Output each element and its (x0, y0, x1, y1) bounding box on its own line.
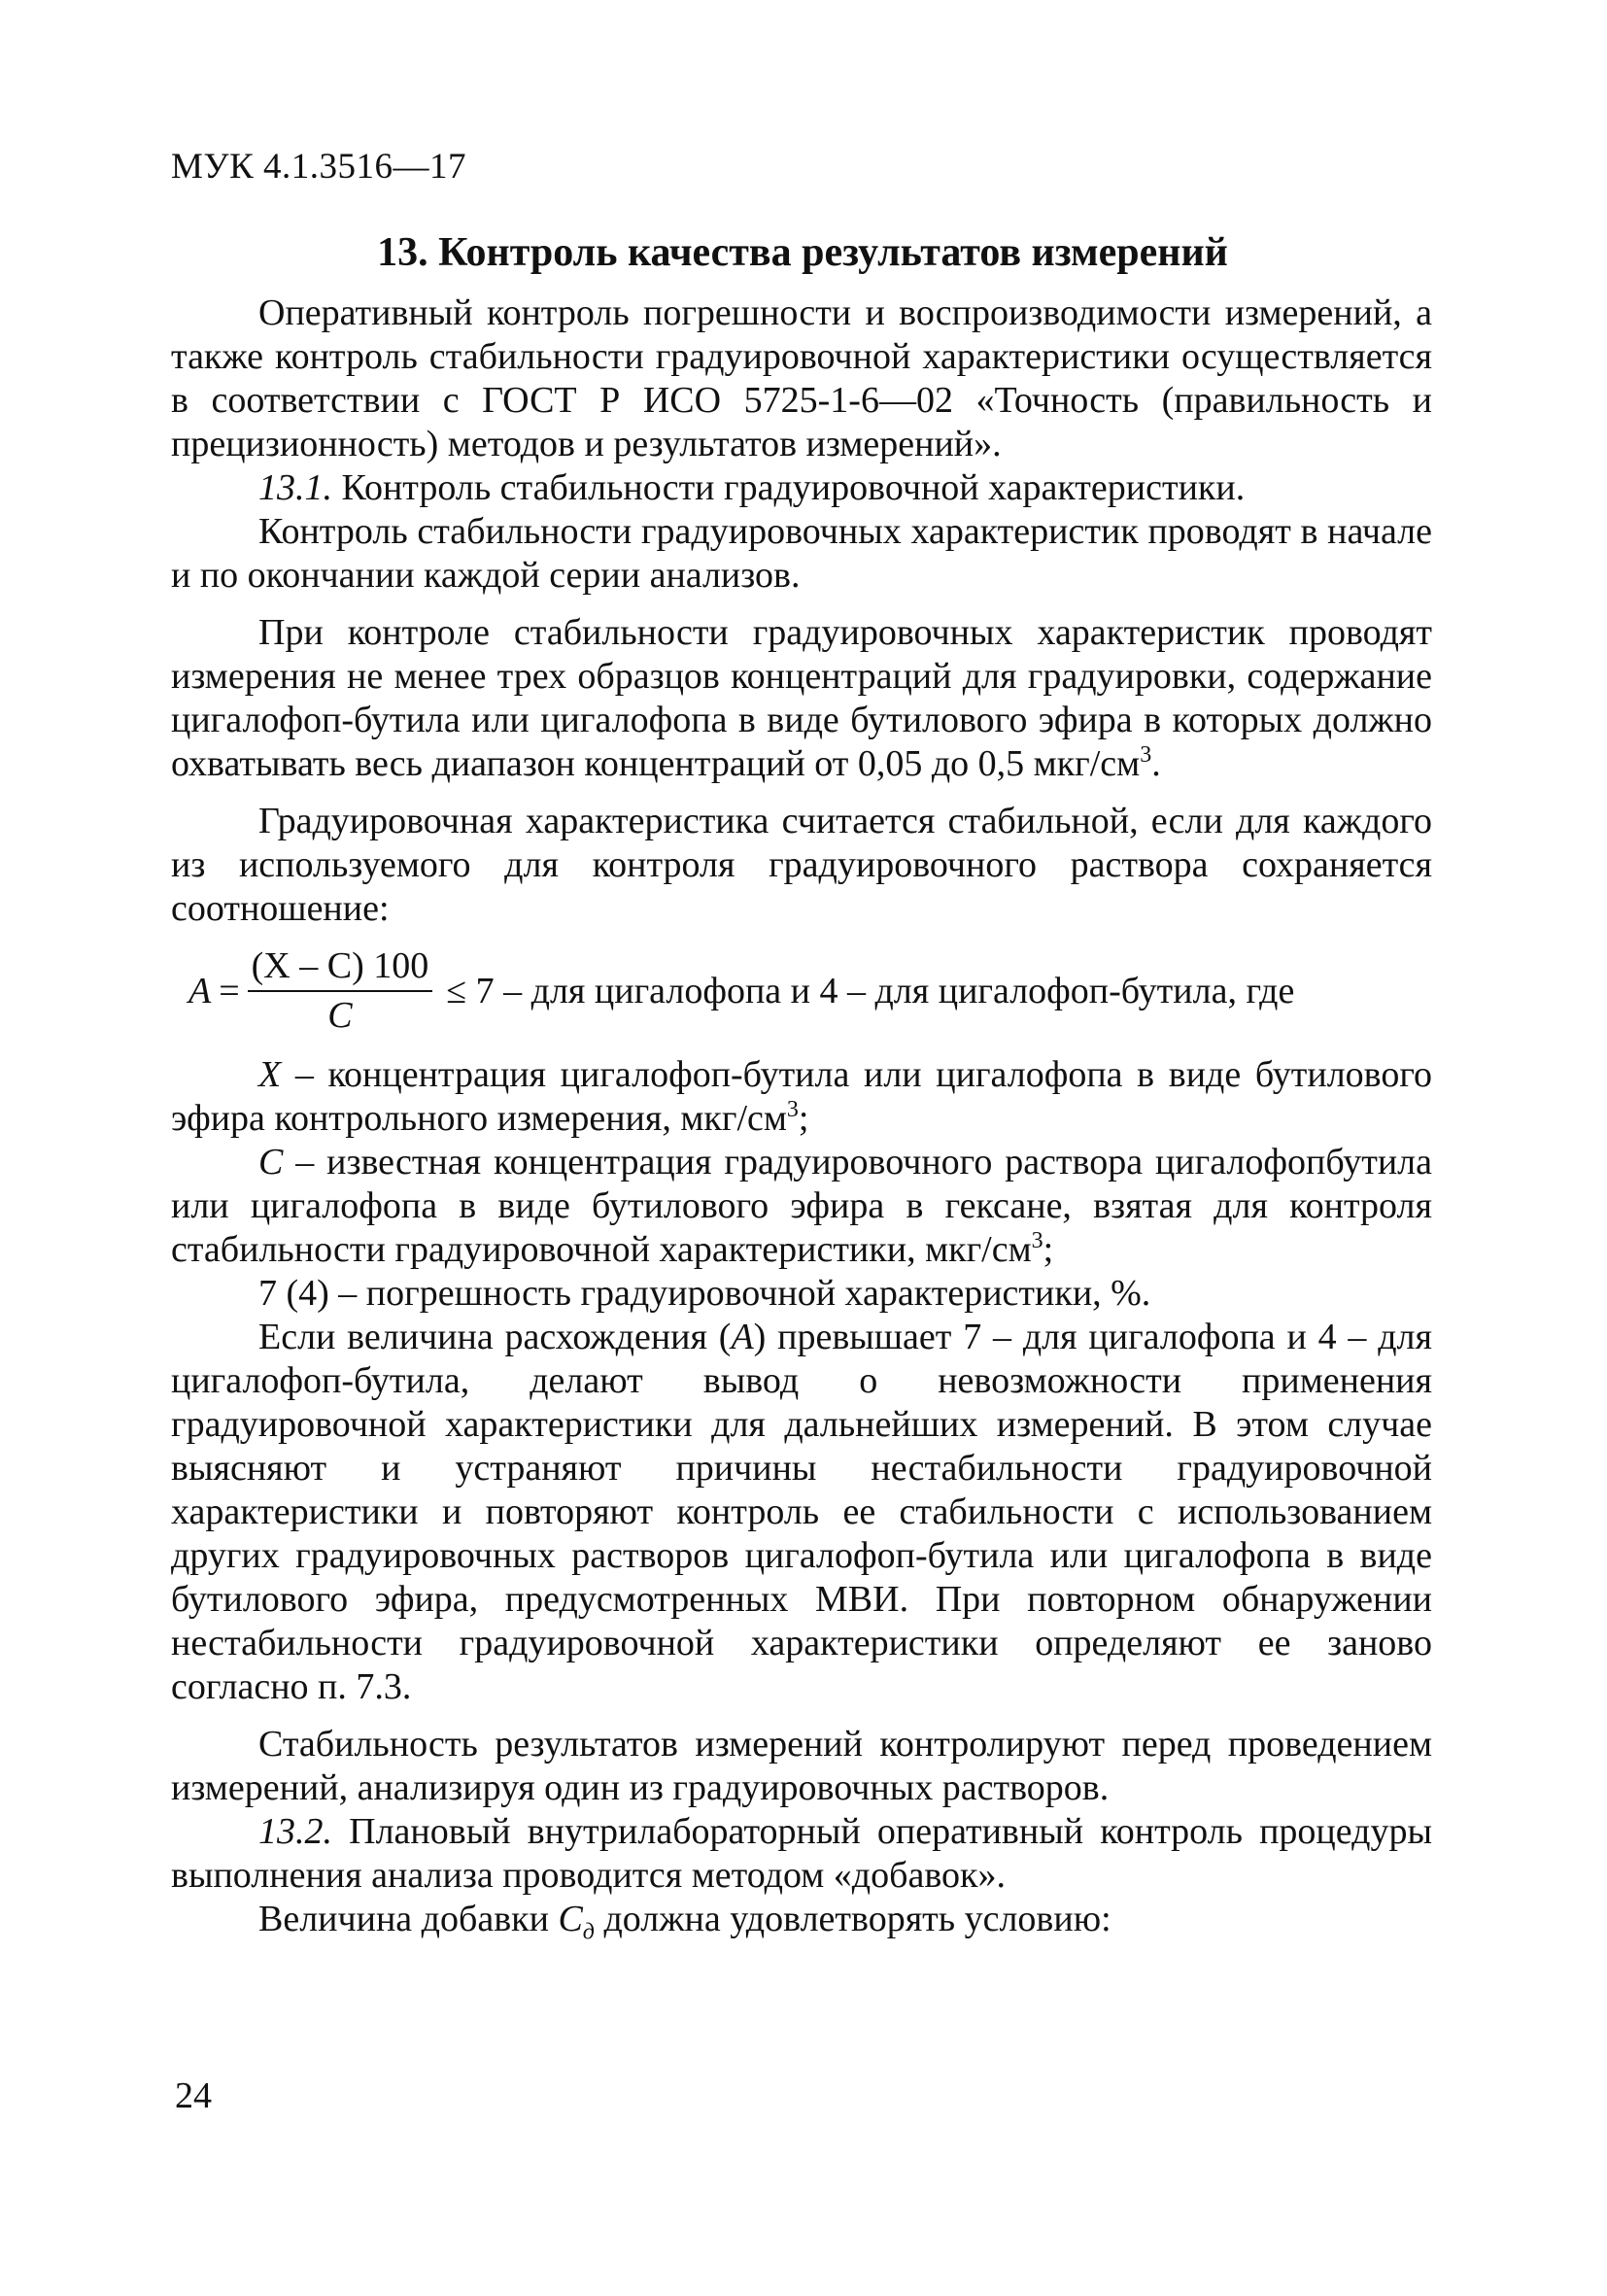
paragraph-13-1 (171, 466, 1432, 510)
definition-x (171, 1053, 1432, 1141)
formula-denominator: C (327, 995, 353, 1036)
paragraph-addition (171, 1898, 1432, 1955)
formula-numerator: (X – C) 100 (248, 944, 433, 992)
variable-a: A (731, 1317, 754, 1357)
formula (188, 944, 1432, 1038)
page-number: 24 (175, 2075, 212, 2116)
superscript: 3 (786, 1097, 799, 1122)
definition-x-end: ; (798, 1098, 809, 1139)
formula-fraction (248, 944, 433, 1038)
paragraph-intro: Оперативный контроль погрешности и воспроизводимости измерений, а также контроль стабильности градуировочной характеристики осуществляется в соответствии с ГОСТ Р ИСО 5725-1-6—02 «Точность (правильность и прецизионность) методов и результатов измерений». (171, 292, 1432, 464)
clause-number: 13.1. (258, 467, 332, 508)
definition-c-text: – известная концентрация градуировочного раствора цигалофопбутила или цигалофопа в виде бутилового эфира в гексане, взятая для контроля стабильности градуировочной характеристики, мкг/см (171, 1142, 1432, 1270)
formula-lhs: A (188, 970, 212, 1011)
paragraph-stability-measurements (171, 611, 1432, 786)
formula-rhs: ≤ 7 – для цигалофопа и 4 – для цигалофоп-бутила, где (446, 970, 1295, 1011)
formula-equals: = (219, 970, 240, 1011)
paragraph-start: Если величина расхождения ( (258, 1317, 732, 1357)
paragraph-result-stability: Стабильность результатов измерений контролируют перед проведением измерений, анализируя один из градуировочных растворов. (171, 1724, 1432, 1808)
clause-number: 13.2. (258, 1811, 332, 1852)
paragraph-stability-timing: Контроль стабильности градуировочных характеристик проводят в начале и по окончании каждой серии анализов. (171, 511, 1432, 596)
variable-c: C (258, 1142, 284, 1182)
paragraph-13-2 (171, 1810, 1432, 1898)
clause-text: Контроль стабильности градуировочной характеристики. (332, 467, 1246, 508)
paragraph-stability-criterion: Градуировочная характеристика считается стабильной, если для каждого из используемого для контроля градуировочного раствора сохраняется соотношение: (171, 801, 1432, 929)
paragraph-discrepancy (171, 1316, 1432, 1709)
definition-c (171, 1141, 1432, 1272)
definition-error: 7 (4) – погрешность градуировочной характеристики, %. (258, 1273, 1151, 1314)
definition-x-text: – концентрация цигалофоп-бутила или цигалофопа в виде бутилового эфира контрольного измерения, мкг/см (171, 1054, 1432, 1139)
paragraph-end: должна удовлетворять условию: (594, 1899, 1111, 1939)
definition-c-end: ; (1043, 1229, 1054, 1270)
superscript: 3 (1140, 742, 1152, 768)
paragraph-text: При контроле стабильности градуировочных характеристик проводят измерения не менее трех образцов концентраций для градуировки, содержание цигалофоп-бутила или цигалофопа в виде бутилового эфира в которых должно охватывать весь диапазон концентраций от 0,05 до 0,5 мкг/см (171, 612, 1432, 784)
document-code: МУК 4.1.3516—17 (171, 147, 467, 187)
body-text (171, 291, 1432, 1955)
section-title: 13. Контроль качества результатов измерений (377, 230, 1228, 275)
paragraph-rest: ) превышает 7 – для цигалофопа и 4 – для цигалофоп-бутила, делают вывод о невозможности применения градуировочной характеристики для дальнейших измерений. В этом случае выясняют и устраняют причины нестабильности градуировочной характеристики и повторяют контроль ее стабильности с использованием других градуировочных растворов цигалофоп-бутила или цигалофопа в виде бутилового эфира, предусмотренных МВИ. При повторном обнаружении нестабильности градуировочной характеристики определяют ее заново согласно п. 7.3. (171, 1317, 1432, 1707)
clause-text: Плановый внутрилабораторный оперативный контроль процедуры выполнения анализа проводится методом «добавок». (171, 1811, 1432, 1896)
paragraph-end: . (1151, 743, 1161, 784)
variable-c: C (558, 1899, 583, 1939)
variable-x: X (258, 1054, 282, 1095)
superscript: 3 (1031, 1228, 1043, 1253)
subscript: д (582, 1919, 595, 1945)
paragraph-start: Величина добавки (258, 1899, 559, 1939)
